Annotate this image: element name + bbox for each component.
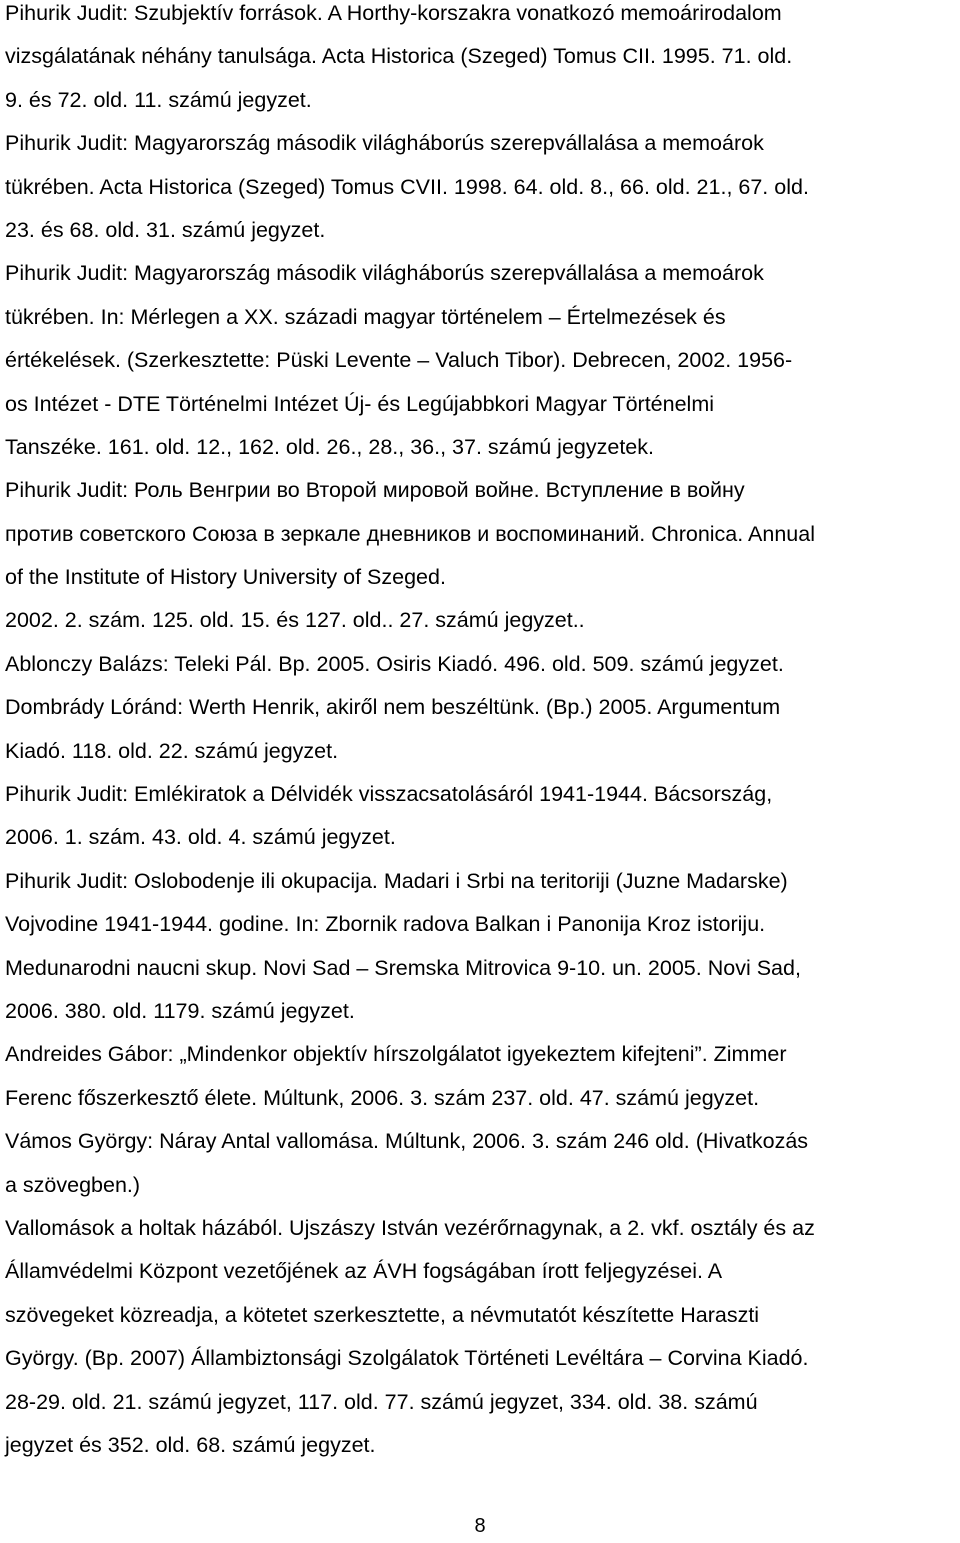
- text-line: Pihurik Judit: Роль Венгрии во Второй мировой войне. Вступление в войну: [5, 478, 745, 503]
- text-line: vizsgálatának néhány tanulsága. Acta Historica (Szeged) Tomus CII. 1995. 71. old.: [5, 44, 793, 69]
- text-line: értékelések. (Szerkesztette: Püski Levente – Valuch Tibor). Debrecen, 2002. 1956-: [5, 348, 793, 373]
- text-line: 9. és 72. old. 11. számú jegyzet.: [5, 87, 312, 112]
- text-line: 2002. 2. szám. 125. old. 15. és 127. old.. 27. számú jegyzet..: [5, 608, 585, 633]
- text-line: tükrében. Acta Historica (Szeged) Tomus CVII. 1998. 64. old. 8., 66. old. 21., 67. old.: [5, 174, 809, 199]
- text-line: Vallomások a holtak házából. Ujszászy István vezérőrnagynak, a 2. vkf. osztály és az: [5, 1215, 815, 1240]
- text-line: против советского Союза в зеркале дневников и воспоминаний. Chronica. Annual: [5, 521, 815, 546]
- text-line: Ablonczy Balázs: Teleki Pál. Bp. 2005. Osiris Kiadó. 496. old. 509. számú jegyzet.: [5, 651, 784, 676]
- text-line: György. (Bp. 2007) Állambiztonsági Szolgálatok Történeti Levéltára – Corvina Kiadó.: [5, 1346, 809, 1371]
- text-line: Vojvodine 1941-1944. godine. In: Zbornik radova Balkan i Panonija Kroz istoriju.: [5, 912, 766, 937]
- text-line: Ferenc főszerkesztő élete. Múltunk, 2006. 3. szám 237. old. 47. számú jegyzet.: [5, 1085, 760, 1110]
- text-line: Andreides Gábor: „Mindenkor objektív hírszolgálatot igyekeztem kifejteni”. Zimmer: [5, 1042, 787, 1067]
- text-line: os Intézet - DTE Történelmi Intézet Új- és Legújabbkori Magyar Történelmi: [5, 391, 715, 416]
- bibliography-text: [5, 0, 960, 1467]
- text-line: tükrében. In: Mérlegen a XX. századi magyar történelem – Értelmezések és: [5, 304, 726, 329]
- text-line: Vámos György: Náray Antal vallomása. Múltunk, 2006. 3. szám 246 old. (Hivatkozás: [5, 1129, 809, 1154]
- text-line: 2006. 380. old. 1179. számú jegyzet.: [5, 998, 355, 1023]
- text-line: Államvédelmi Központ vezetőjének az ÁVH fogságában írott feljegyzései. A: [5, 1259, 723, 1284]
- text-line: Pihurik Judit: Szubjektív források. A Horthy-korszakra vonatkozó memoárirodalom: [5, 1, 782, 25]
- text-line: jegyzet és 352. old. 68. számú jegyzet.: [5, 1432, 376, 1457]
- text-line: Tanszéke. 161. old. 12., 162. old. 26., 28., 36., 37. számú jegyzetek.: [5, 434, 654, 459]
- text-line: Pihurik Judit: Magyarország második világháborús szerepvállalása a memoárok: [5, 261, 764, 286]
- text-line: 2006. 1. szám. 43. old. 4. számú jegyzet.: [5, 825, 396, 850]
- text-line: Pihurik Judit: Emlékiratok a Délvidék visszacsatolásáról 1941-1944. Bácsország,: [5, 782, 773, 807]
- page-number: 8: [474, 1515, 486, 1537]
- text-line: of the Institute of History University of Szeged.: [5, 565, 446, 590]
- text-line: 23. és 68. old. 31. számú jegyzet.: [5, 217, 326, 242]
- text-line: 28-29. old. 21. számú jegyzet, 117. old. 77. számú jegyzet, 334. old. 38. számú: [5, 1389, 758, 1414]
- text-line: szövegeket közreadja, a kötetet szerkesztette, a névmutatót készítette Haraszti: [5, 1302, 760, 1327]
- text-line: Pihurik Judit: Magyarország második világháborús szerepvállalása a memoárok: [5, 131, 764, 156]
- text-line: Medunarodni naucni skup. Novi Sad – Sremska Mitrovica 9-10. un. 2005. Novi Sad,: [5, 955, 801, 980]
- text-line: a szövegben.): [5, 1172, 141, 1197]
- text-line: Dombrády Lóránd: Werth Henrik, akiről nem beszéltünk. (Bp.) 2005. Argumentum: [5, 695, 781, 720]
- text-line: Pihurik Judit: Oslobodenje ili okupacija. Madari i Srbi na teritoriji (Juzne Madarske): [5, 868, 788, 893]
- text-line: Kiadó. 118. old. 22. számú jegyzet.: [5, 738, 339, 763]
